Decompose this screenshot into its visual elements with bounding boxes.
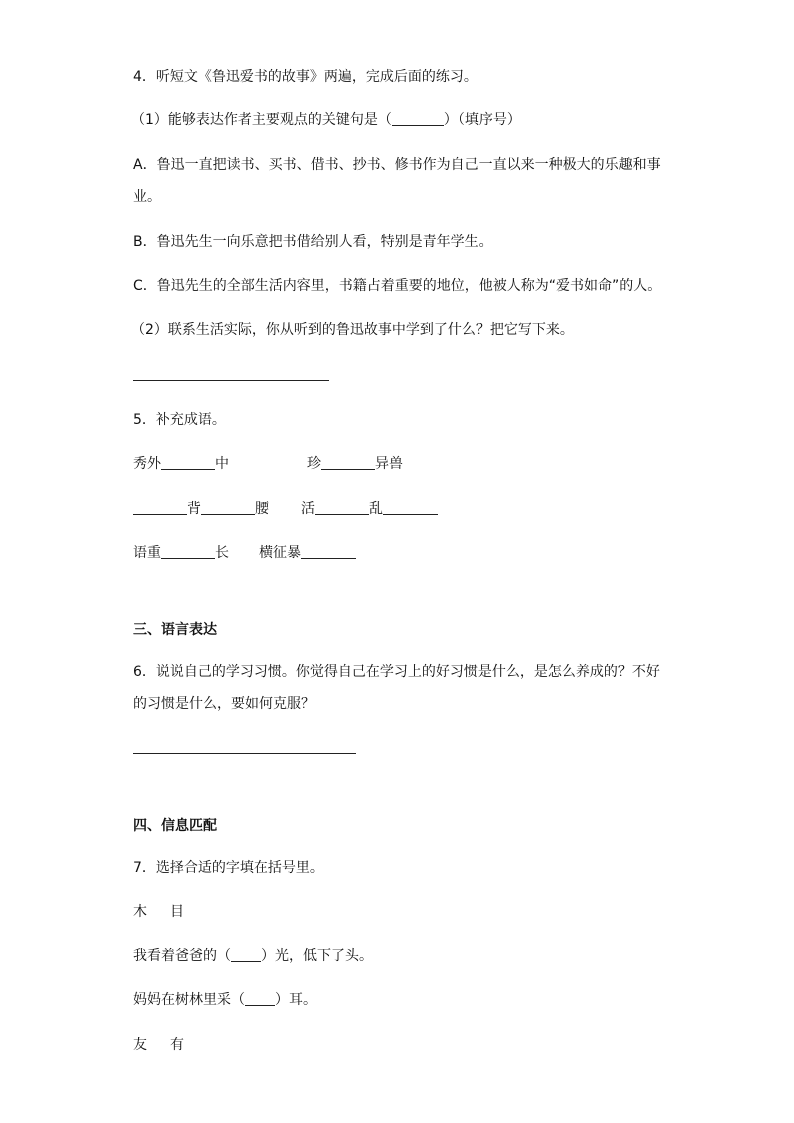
idiom-3 xyxy=(133,499,269,519)
idiom-6-part1: 横征暴 xyxy=(259,545,301,561)
idiom-5-part1: 语重 xyxy=(133,545,161,561)
section-3-heading: 三、语言表达 xyxy=(133,622,217,638)
idiom-3-part2: 腰 xyxy=(255,501,269,517)
idiom-4-blank-2[interactable] xyxy=(383,500,438,515)
q4-title: 4．听短文《鲁迅爱书的故事》两遍，完成后面的练习。 xyxy=(133,69,478,85)
q7-choice-1b: 目 xyxy=(170,904,184,920)
q4-answer-line[interactable] xyxy=(133,380,329,381)
idiom-5 xyxy=(133,543,229,563)
q7-sentence-1 xyxy=(133,946,373,966)
q4-option-b: B．鲁迅先生一向乐意把书借给别人看，特别是青年学生。 xyxy=(133,234,493,250)
idiom-1 xyxy=(133,454,229,474)
idiom-2-blank[interactable] xyxy=(321,455,375,470)
q5-title: 5．补充成语。 xyxy=(133,412,226,428)
q4-option-c: C．鲁迅先生的全部生活内容里，书籍占着重要的地位，他被人称为“爱书如命”的人。 xyxy=(133,278,662,294)
idiom-1-part2: 中 xyxy=(215,456,229,472)
idiom-2-part1: 珍 xyxy=(307,456,321,472)
idiom-4-part1: 活 xyxy=(301,501,315,517)
idiom-4-blank-1[interactable] xyxy=(315,500,369,515)
idiom-1-part1: 秀外 xyxy=(133,456,161,472)
q7-sentence-2-prefix: 妈妈在树林里采（ xyxy=(133,992,245,1008)
idiom-6 xyxy=(259,543,356,563)
q4-sub1-answer-blank[interactable] xyxy=(392,111,444,126)
q4-sub1 xyxy=(131,110,521,130)
q4-option-a-line1: A．鲁迅一直把读书、买书、借书、抄书、修书作为自己一直以来一种极大的乐趣和事 xyxy=(133,157,661,173)
q7-choice-2b: 有 xyxy=(170,1037,184,1053)
idiom-3-blank-2[interactable] xyxy=(201,500,255,515)
q6-line1: 6．说说自己的学习习惯。你觉得自己在学习上的好习惯是什么，是怎么养成的？不好 xyxy=(133,664,660,680)
q4-option-a-line2: 业。 xyxy=(133,189,161,205)
q7-title: 7．选择合适的字填在括号里。 xyxy=(133,860,324,876)
q6-line2: 的习惯是什么，要如何克服？ xyxy=(133,696,315,712)
section-4-heading: 四、信息匹配 xyxy=(133,818,217,834)
q7-sentence-1-blank[interactable] xyxy=(231,947,261,962)
q7-choice-2a: 友 xyxy=(133,1037,147,1053)
q7-choice-1a: 木 xyxy=(133,904,147,920)
idiom-1-blank[interactable] xyxy=(161,455,215,470)
idiom-3-part1: 背 xyxy=(187,501,201,517)
q4-sub1-prefix: （1）能够表达作者主要观点的关键句是（ xyxy=(131,112,392,128)
q7-sentence-1-suffix: ）光，低下了头。 xyxy=(261,948,373,964)
idiom-5-part2: 长 xyxy=(215,545,229,561)
idiom-5-blank[interactable] xyxy=(161,544,215,559)
idiom-4 xyxy=(301,499,438,519)
q7-sentence-2-suffix: ）耳。 xyxy=(275,992,317,1008)
idiom-4-part2: 乱 xyxy=(369,501,383,517)
idiom-6-blank[interactable] xyxy=(301,544,356,559)
idiom-3-blank-1[interactable] xyxy=(133,500,187,515)
q7-sentence-1-prefix: 我看着爸爸的（ xyxy=(133,948,231,964)
q6-answer-line[interactable] xyxy=(133,753,356,754)
q4-sub1-suffix: ）（填序号） xyxy=(443,112,521,128)
q7-sentence-2-blank[interactable] xyxy=(245,991,275,1006)
q7-sentence-2 xyxy=(133,990,317,1010)
idiom-2 xyxy=(307,454,403,474)
idiom-2-part2: 异兽 xyxy=(375,456,403,472)
q4-sub2: （2）联系生活实际，你从听到的鲁迅故事中学到了什么？把它写下来。 xyxy=(131,322,574,338)
